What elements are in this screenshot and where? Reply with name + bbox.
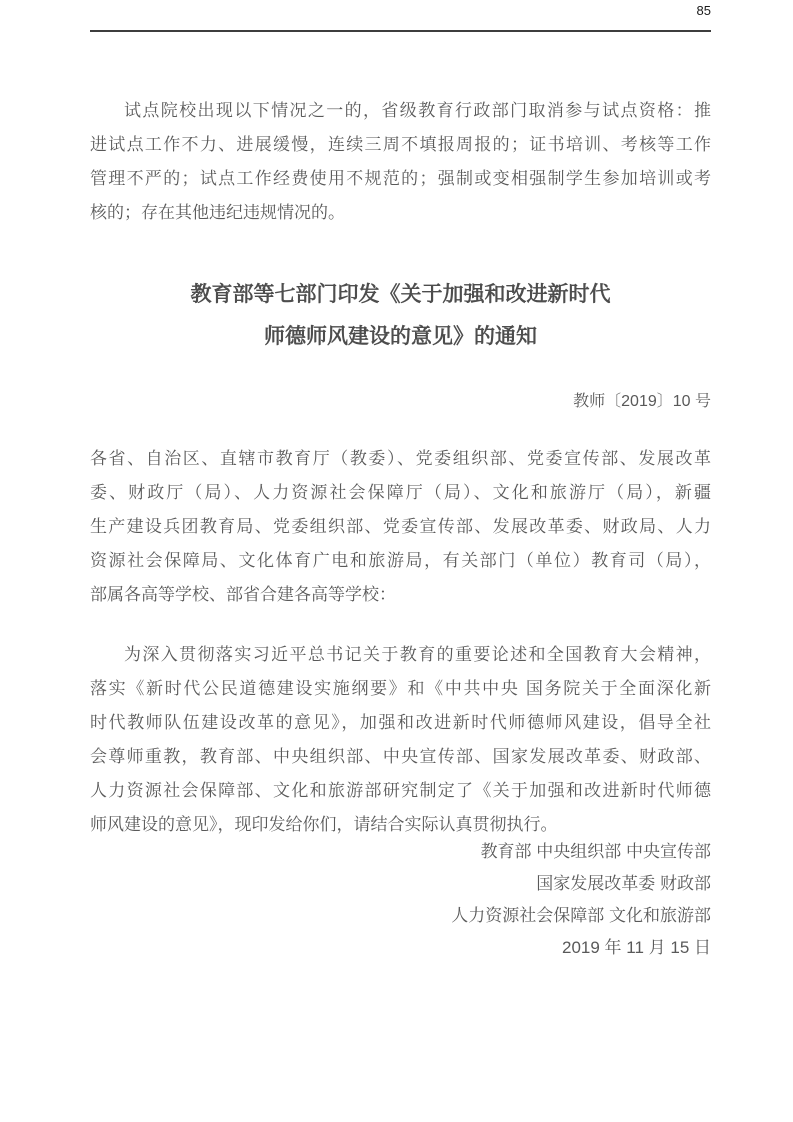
- paragraph-line: 人力资源社会保障部、文化和旅游部研究制定了《关于加强和改进新时代师德: [90, 781, 711, 800]
- paragraph-line: 试点院校出现以下情况之一的，省级教育行政部门取消参与试点资格：推: [124, 101, 711, 120]
- body-paragraph: [90, 638, 711, 842]
- paragraph-line: 生产建设兵团教育局、党委组织部、党委宣传部、发展改革委、财政局、人力: [90, 517, 711, 536]
- doc-number: 教师〔2019〕10 号: [573, 393, 711, 410]
- signature-line: 国家发展改革委 财政部: [536, 874, 711, 893]
- title-line: 教育部等七部门印发《关于加强和改进新时代: [190, 283, 611, 306]
- paragraph-line: 各省、自治区、直辖市教育厅（教委）、党委组织部、党委宣传部、发展改革: [90, 449, 711, 468]
- pretext-paragraph: [90, 94, 711, 230]
- signature-date: 2019 年 11 月 15 日: [562, 938, 711, 957]
- title-line: 师德师风建设的意见》的通知: [264, 325, 537, 348]
- paragraph-line: 管理不严的；试点工作经费使用不规范的；强制或变相强制学生参加培训或考: [90, 169, 711, 188]
- paragraph-line: 落实《新时代公民道德建设实施纲要》和《中共中央 国务院关于全面深化新: [90, 679, 711, 698]
- paragraph-line: 为深入贯彻落实习近平总书记关于教育的重要论述和全国教育大会精神，: [124, 645, 711, 664]
- paragraph-line: 时代教师队伍建设改革的意见》，加强和改进新时代师德师风建设，倡导全社: [90, 713, 711, 732]
- notice-title: [90, 274, 711, 358]
- header-rule: [90, 30, 711, 32]
- paragraph-line: 师风建设的意见》，现印发给你们，请结合实际认真贯彻执行。: [90, 815, 558, 834]
- signature-line: 教育部 中央组织部 中央宣传部: [480, 842, 711, 861]
- addressee-paragraph: [90, 442, 711, 612]
- paragraph-line: 会尊师重教，教育部、中央组织部、中央宣传部、国家发展改革委、财政部、: [90, 747, 711, 766]
- paragraph-line: 进试点工作不力、进展缓慢，连续三周不填报周报的；证书培训、考核等工作: [90, 135, 711, 154]
- signature-block: [90, 836, 711, 964]
- paragraph-line: 资源社会保障局、文化体育广电和旅游局，有关部门（单位）教育司（局），: [90, 551, 711, 570]
- paragraph-line: 部属各高等学校、部省合建各高等学校：: [90, 585, 396, 604]
- page-number: 85: [696, 3, 711, 18]
- signature-line: 人力资源社会保障部 文化和旅游部: [451, 906, 711, 925]
- paragraph-line: 委、财政厅（局）、人力资源社会保障厅（局）、文化和旅游厅（局），新疆: [90, 483, 711, 502]
- paragraph-line: 核的；存在其他违纪违规情况的。: [90, 203, 345, 222]
